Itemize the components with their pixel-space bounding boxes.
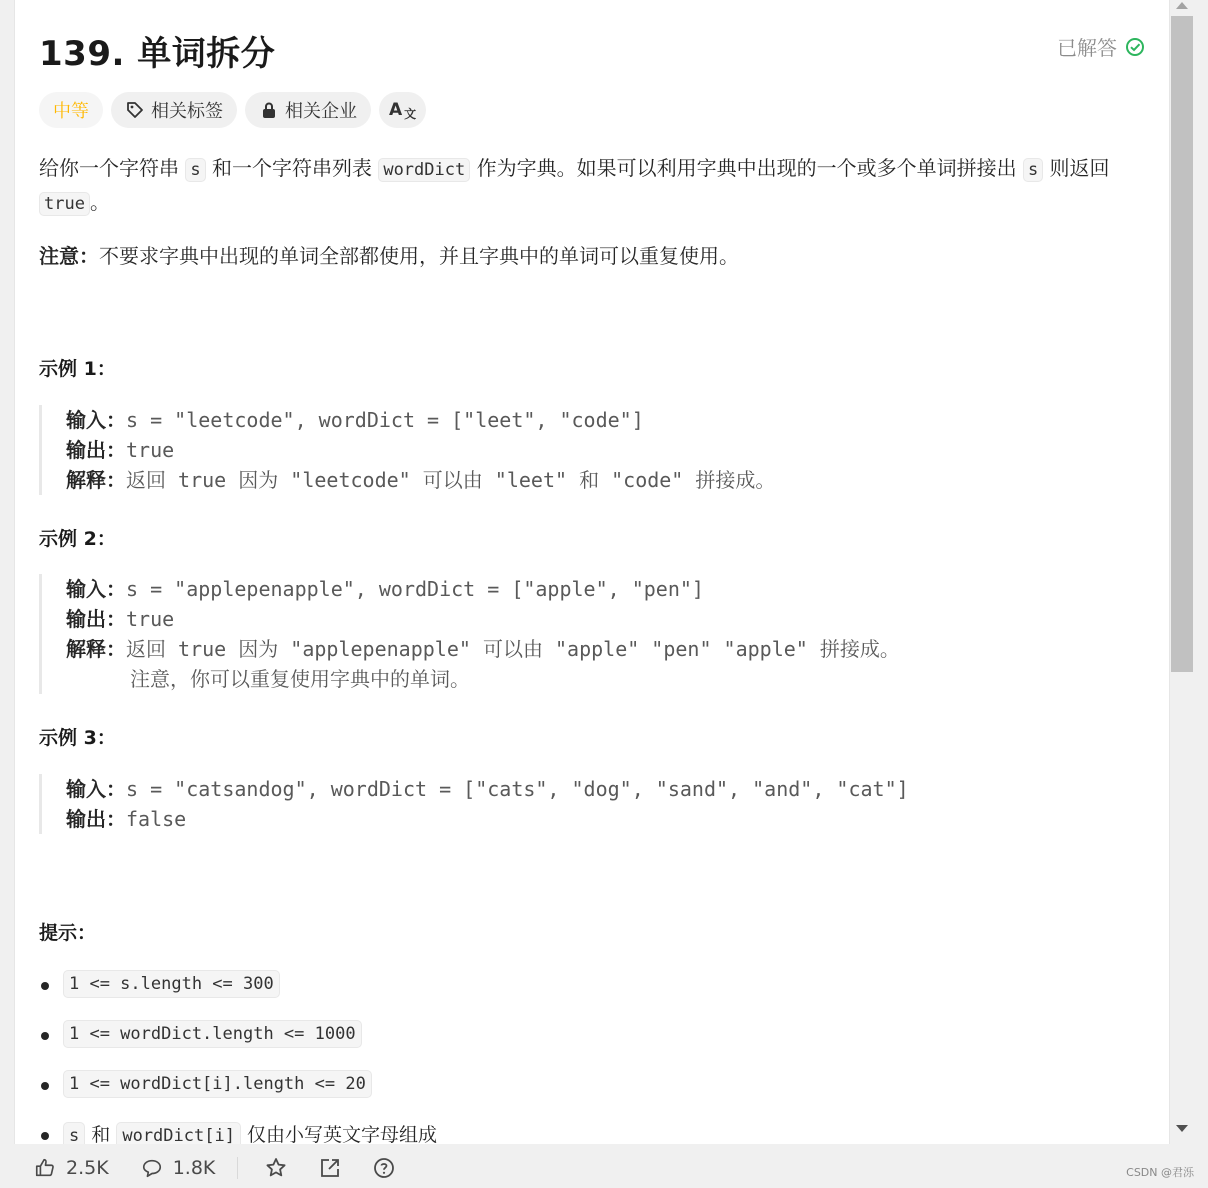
star-icon <box>264 1156 288 1180</box>
hints-title: 提示： <box>39 922 97 944</box>
desc-text: 给你一个字符串 <box>39 156 186 180</box>
example-3-block <box>39 774 909 834</box>
difficulty-badge: 中等 <box>39 92 103 128</box>
translate-icon: A <box>389 100 403 120</box>
scrollbar-thumb[interactable] <box>1171 16 1193 672</box>
footer-divider <box>237 1157 238 1179</box>
like-count: 2.5K <box>66 1157 109 1179</box>
example-1-title: 示例 1： <box>39 358 116 380</box>
scroll-down-arrow-icon[interactable] <box>1176 1125 1188 1132</box>
watermark: CSDN @君泺 <box>1126 1166 1194 1179</box>
inline-code-worddict: wordDict <box>378 158 470 182</box>
thumbs-up-icon <box>34 1157 56 1179</box>
question-circle-icon <box>372 1156 396 1180</box>
example-output: 输出：false <box>66 807 187 831</box>
note-label: 注意： <box>39 244 99 268</box>
desc-text: 则返回 <box>1043 156 1110 180</box>
hint-item <box>39 1070 437 1120</box>
example-2-title: 示例 2： <box>39 528 116 550</box>
related-companies-button[interactable] <box>245 92 371 128</box>
hint-item: s 和 wordDict[i] 仅由小写英文字母组成 <box>39 1120 437 1144</box>
example-input: 输入：s = "catsandog", wordDict = ["cats", "dog", "sand", "and", "cat"] <box>66 777 909 801</box>
like-button[interactable] <box>20 1148 123 1188</box>
hint-code: 1 <= wordDict.length <= 1000 <box>63 1020 362 1048</box>
hints-list <box>39 970 437 1144</box>
example-1-block <box>39 405 775 495</box>
desc-text: 。 <box>89 190 110 214</box>
example-3-title: 示例 3： <box>39 727 116 749</box>
favorite-button[interactable] <box>260 1152 292 1184</box>
help-button[interactable] <box>368 1152 400 1184</box>
example-input: 输入：s = "leetcode", wordDict = ["leet", "code"] <box>66 408 644 432</box>
tag-icon <box>125 100 145 120</box>
hint-item <box>39 1020 437 1070</box>
comment-icon <box>141 1157 163 1179</box>
example-input: 输入：s = "applepenapple", wordDict = ["apple", "pen"] <box>66 577 704 601</box>
example-explanation: 解释：返回 true 因为 "leetcode" 可以由 "leet" 和 "code" 拼接成。 <box>66 468 776 492</box>
share-icon <box>318 1156 342 1180</box>
problem-title: 139. 单词拆分 <box>39 34 276 74</box>
example-output: 输出：true <box>66 438 175 462</box>
translate-button[interactable]: A 文 <box>379 92 426 128</box>
comments-button[interactable] <box>141 1157 216 1179</box>
comment-count: 1.8K <box>172 1157 216 1179</box>
inline-code-s: s <box>185 158 205 182</box>
footer-toolbar <box>20 1148 1120 1188</box>
note-text: 不要求字典中出现的单词全部都使用，并且字典中的单词可以重复使用。 <box>99 244 739 268</box>
desc-text: 作为字典。如果可以利用字典中出现的一个或多个单词拼接出 <box>470 156 1023 180</box>
inline-code-s: s <box>1023 158 1043 182</box>
tag-row <box>39 92 426 128</box>
desc-text: 和一个字符串列表 <box>205 156 379 180</box>
hint-code: 1 <= wordDict[i].length <= 20 <box>63 1070 372 1098</box>
share-button[interactable] <box>314 1152 346 1184</box>
description-paragraph <box>39 152 1145 220</box>
solved-status <box>1057 32 1145 61</box>
hint-code: 1 <= s.length <= 300 <box>63 970 280 998</box>
related-tags-label: 相关标签 <box>151 101 223 122</box>
related-companies-label: 相关企业 <box>285 101 357 122</box>
description-note <box>39 240 1145 272</box>
hint-item <box>39 970 437 1020</box>
problem-panel <box>14 0 1170 1144</box>
scroll-up-arrow-icon[interactable] <box>1176 2 1188 9</box>
example-output: 输出：true <box>66 607 175 631</box>
lock-icon <box>259 100 279 120</box>
example-2-block <box>39 574 900 694</box>
example-explanation: 解释：返回 true 因为 "applepenapple" 可以由 "apple" "pen" "apple" 拼接成。 <box>66 637 900 661</box>
related-tags-button[interactable] <box>111 92 237 128</box>
hint-code: s <box>63 1122 85 1144</box>
example-explanation-note: 注意，你可以重复使用字典中的单词。 <box>130 667 470 691</box>
hint-code: wordDict[i] <box>116 1122 241 1144</box>
inline-code-true: true <box>39 192 90 216</box>
solved-label: 已解答 <box>1057 36 1117 60</box>
check-circle-icon <box>1125 37 1145 57</box>
